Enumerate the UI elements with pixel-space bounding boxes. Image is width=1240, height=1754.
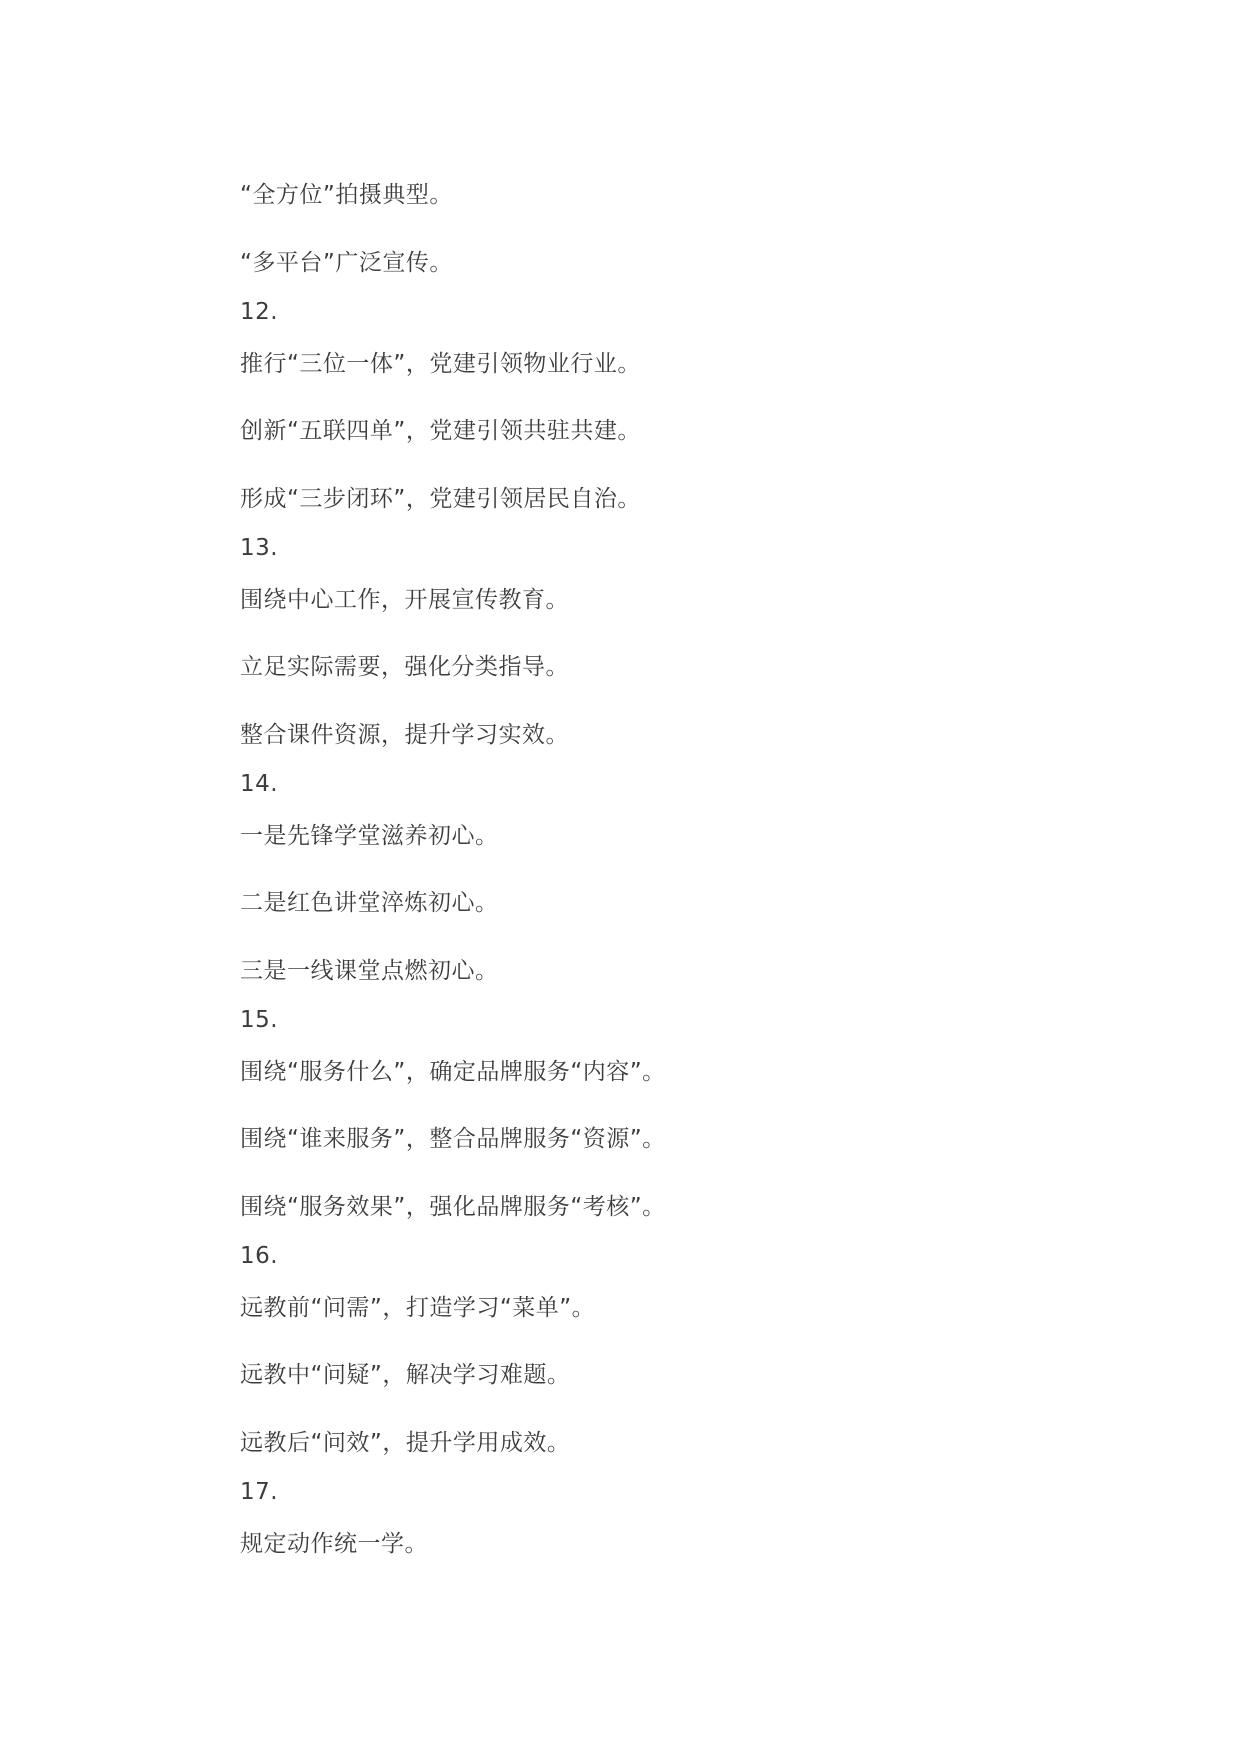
text-line: 围绕“服务什么”，确定品牌服务“内容”。 [240,1059,666,1085]
text-line: 形成“三步闭环”，党建引领居民自治。 [240,486,641,512]
text-line: “多平台”广泛宣传。 [240,250,453,276]
text-line: 一是先锋学堂滋养初心。 [240,823,499,849]
text-line: 规定动作统一学。 [240,1531,428,1557]
text-line: 远教后“问效”，提升学用成效。 [240,1430,571,1456]
text-line: 推行“三位一体”，党建引领物业行业。 [240,351,641,377]
text-line: 创新“五联四单”，党建引领共驻共建。 [240,418,641,444]
section-number: 13. [240,535,279,561]
text-line: 围绕中心工作，开展宣传教育。 [240,587,569,613]
text-line: 围绕“服务效果”，强化品牌服务“考核”。 [240,1194,666,1220]
section-number: 16. [240,1243,279,1269]
text-line: 三是一线课堂点燃初心。 [240,958,499,984]
section-number: 12. [240,299,279,325]
text-line: 二是红色讲堂淬炼初心。 [240,890,499,916]
text-line: 远教前“问需”，打造学习“菜单”。 [240,1295,596,1321]
text-line: 立足实际需要，强化分类指导。 [240,654,569,680]
section-number: 15. [240,1007,279,1033]
text-line: 远教中“问疑”，解决学习难题。 [240,1362,571,1388]
text-line: 围绕“谁来服务”，整合品牌服务“资源”。 [240,1126,666,1152]
section-number: 14. [240,771,279,797]
section-number: 17. [240,1479,279,1505]
text-line: “全方位”拍摄典型。 [240,182,453,208]
text-line: 整合课件资源，提升学习实效。 [240,722,569,748]
